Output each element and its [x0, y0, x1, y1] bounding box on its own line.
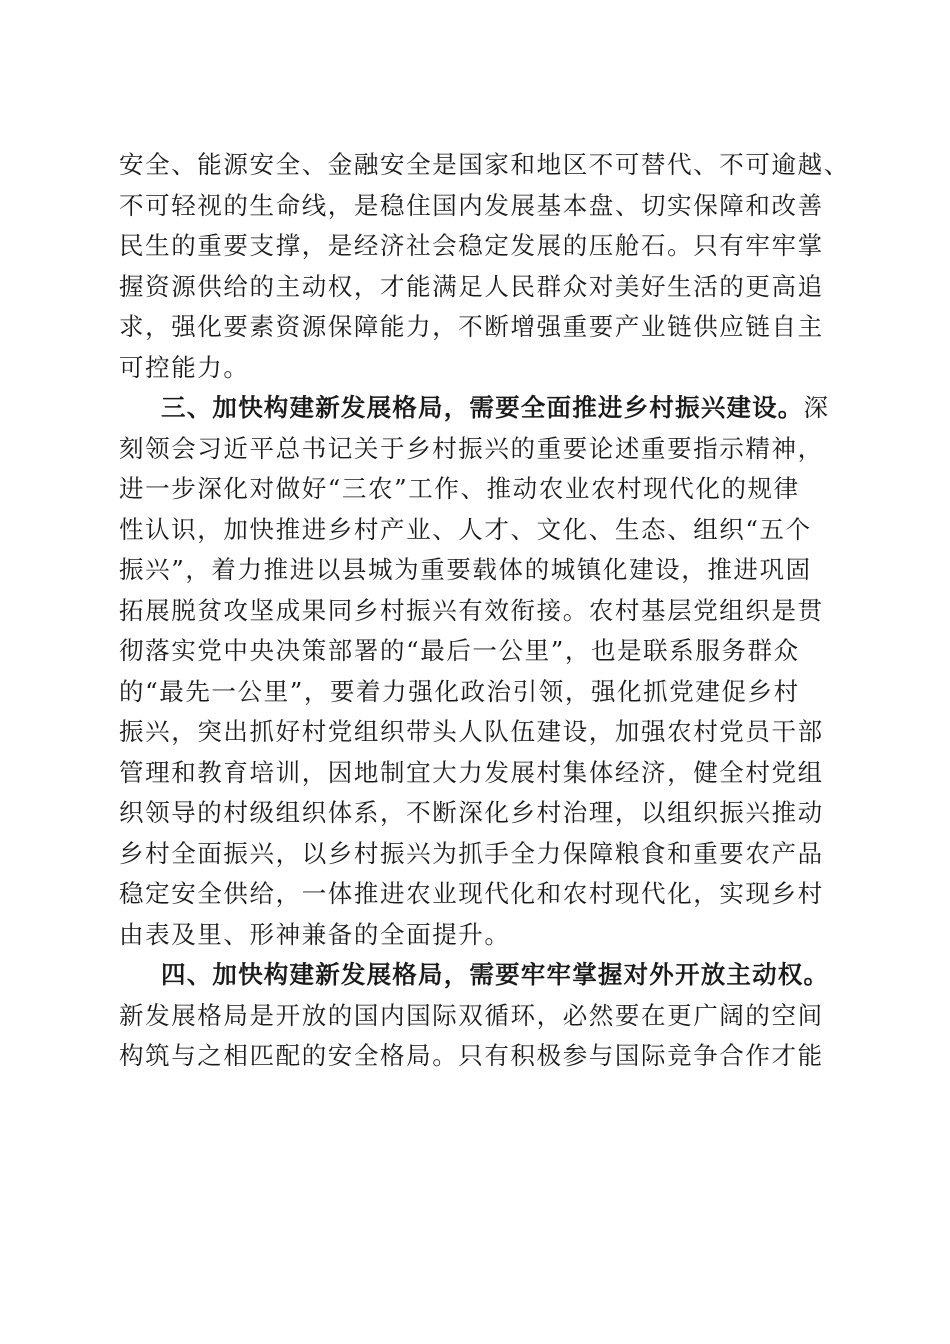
- text-line: 由表及里、形神兼备的全面提升。: [119, 919, 511, 949]
- text-line: 彻落实党中央决策部署的“最后一公里”，也是联系服务群众: [119, 636, 800, 665]
- text-line: 民生的重要支撑，是经济社会稳定发展的压舱石。只有牢牢掌: [119, 231, 824, 260]
- section-4-first-line: [119, 955, 831, 996]
- text-line: 织领导的村级组织体系，不断深化乡村治理，以组织振兴推动: [119, 798, 824, 827]
- text-line: 求，强化要素资源保障能力，不断增强重要产业链供应链自主: [119, 312, 824, 341]
- text-line: 乡村全面振兴，以乡村振兴为抓手全力保障粮食和重要农产品: [119, 838, 824, 868]
- section-3-first-line: [119, 388, 831, 429]
- text-line: 新发展格局是开放的国内国际双循环，必然要在更广阔的空间: [119, 1000, 824, 1030]
- text-line: 振兴”，着力推进以县城为重要载体的城镇化建设，推进巩固: [119, 555, 812, 584]
- text-line: 握资源供给的主动权，才能满足人民群众对美好生活的更高追: [119, 271, 824, 301]
- text-line: 管理和教育培训，因地制宜大力发展村集体经济，健全村党组: [119, 757, 824, 787]
- text-line: 进一步深化对做好“三农”工作、推动农业农村现代化的规律: [119, 474, 800, 503]
- text-line: 不可轻视的生命线，是稳住国内发展基本盘、切实保障和改善: [119, 190, 824, 220]
- body-text: [119, 145, 850, 1077]
- text-line: 拓展脱贫攻坚成果同乡村振兴有效衔接。农村基层党组织是贯: [119, 595, 824, 625]
- text-line: 的“最先一公里”，要着力强化政治引领，强化抓党建促乡村: [119, 676, 800, 706]
- text-line: 构筑与之相匹配的安全格局。只有积极参与国际竞争合作才能: [119, 1041, 824, 1070]
- text-line: 刻领会习近平总书记关于乡村振兴的重要论述重要指示精神，: [119, 433, 824, 463]
- section-3-heading: 三、加快构建新发展格局，需要全面推进乡村振兴建设。: [161, 393, 804, 422]
- text-line: 振兴，突出抓好村党组织带头人队伍建设，加强农村党员干部: [119, 717, 824, 746]
- text-line: 可控能力。: [119, 352, 250, 382]
- section-4-heading: 四、加快构建新发展格局，需要牢牢掌握对外开放主动权。: [161, 960, 830, 989]
- text-line: 安全、能源安全、金融安全是国家和地区不可替代、不可逾越、: [119, 150, 850, 179]
- section-3-first-line-rest: 深: [803, 393, 830, 422]
- text-line: 性认识，加快推进乡村产业、人才、文化、生态、组织“五个: [119, 514, 812, 544]
- text-line: 稳定安全供给，一体推进农业现代化和农村现代化，实现乡村: [119, 879, 824, 908]
